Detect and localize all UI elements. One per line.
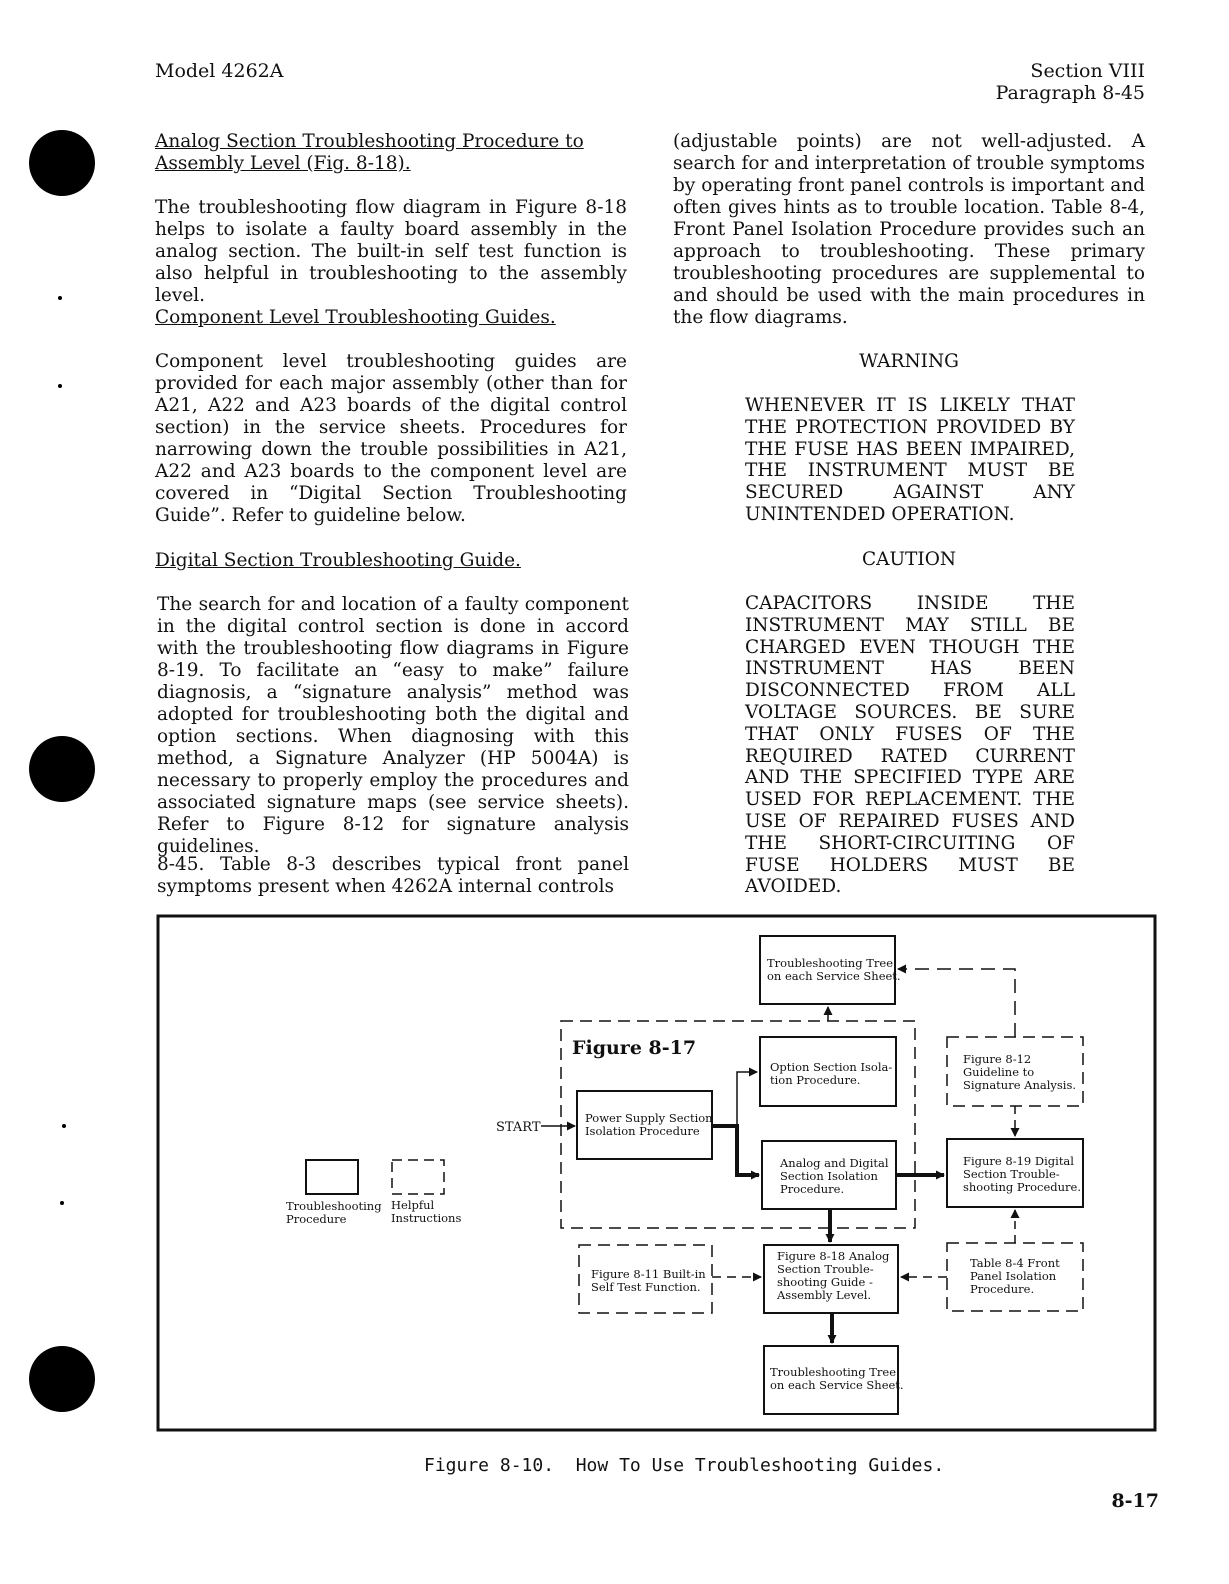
legend-solid-label: Troubleshooting Procedure bbox=[286, 1199, 382, 1226]
svg-text:Table 8-4 FrontPanel Isolation: Table 8-4 Front Panel Isolation Procedure. bbox=[970, 1256, 1060, 1296]
legend-solid-box bbox=[306, 1160, 358, 1194]
analog-heading-line2: Assembly Level (Fig. 8-18). bbox=[155, 153, 411, 174]
svg-text:Power Supply SectionIsolation: Power Supply Section Isolation Procedure bbox=[585, 1111, 713, 1138]
svg-text:Analog and DigitalSection Isol: Analog and Digital Section Isolation Procedure. bbox=[780, 1156, 889, 1196]
digital-heading: Digital Section Troubleshooting Guide. bbox=[155, 550, 521, 571]
section-label: Section VIII bbox=[1030, 60, 1145, 82]
warning-title: WARNING bbox=[859, 351, 959, 372]
svg-text:Figure 8-11 Built-inSelf Test: Figure 8-11 Built-in Self Test Function. bbox=[591, 1267, 706, 1294]
caution-title: CAUTION bbox=[861, 549, 957, 570]
model-label: Model 4262A bbox=[155, 60, 284, 82]
start-label: START bbox=[496, 1120, 541, 1135]
svg-text:Troubleshooting Treeon each Se: Troubleshooting Tree on each Service Sheet. bbox=[770, 1365, 904, 1392]
svg-text:Figure 8-12Guideline toSignatu: Figure 8-12 Guideline to Signature Analysis. bbox=[963, 1052, 1077, 1092]
figure-8-17-label: Figure 8-17 bbox=[572, 1037, 697, 1059]
svg-text:Troubleshooting Treeon each Se: Troubleshooting Tree on each Service Sheet. bbox=[767, 956, 901, 983]
paragraph-label: Paragraph 8-45 bbox=[995, 82, 1145, 104]
component-body: Component level troubleshooting guides are provided for each major assembly (other than for A21, A22 and A23 boards of the digital control section) in the service sheets. Procedures for narrowing down the trouble possibilities in A21, A22 and A23 boards to the component level are covered in “Digital Section Troubleshooting Guide”. Refer to guideline below. bbox=[155, 351, 627, 526]
figure-caption: Figure 8-10. How To Use Troubleshooting Guides. bbox=[424, 1455, 945, 1476]
component-heading: Component Level Troubleshooting Guides. bbox=[155, 307, 556, 328]
svg-text:Figure 8-19 DigitalSection Tro: Figure 8-19 Digital Section Trouble-shooting Procedure. bbox=[963, 1154, 1082, 1194]
warning-text: WHENEVER IT IS LIKELY THAT THE PROTECTION PROVIDED BY THE FUSE HAS BEEN IMPAIRED, THE INSTRUMENT MUST BE SECURED AGAINST ANY UNINTENDED OPERATION. bbox=[745, 395, 1075, 525]
analog-heading-line1: Analog Section Troubleshooting Procedure to bbox=[155, 131, 584, 152]
right-continuation: (adjustable points) are not well-adjusted. A search for and interpretation of trouble symptoms by operating front panel controls is important and often gives hints as to trouble location. Table 8-4, Front Panel Isolation Procedure provides such an approach to troubleshooting. These primary troubleshooting procedures are supplemental to and should be used with the main procedures in the flow diagrams. bbox=[673, 131, 1146, 328]
legend-dashed-box bbox=[392, 1160, 444, 1194]
svg-text:Figure 8-18 AnalogSection Trou: Figure 8-18 Analog Section Trouble-shooting Guide -Assembly Level. bbox=[777, 1249, 890, 1302]
paragraph-8-45: 8-45. Table 8-3 describes typical front panel symptoms present when 4262A internal controls bbox=[157, 854, 629, 897]
legend-dashed-label: Helpful Instructions bbox=[391, 1198, 462, 1225]
digital-body: The search for and location of a faulty component in the digital control section is done in accord with the troubleshooting flow diagrams in Figure 8-19. To facilitate an “easy to make” failure diagnosis, a “signature analysis” method was adopted for troubleshooting both the digital and option sections. When diagnosing with this method, a Signature Analyzer (HP 5004A) is necessary to properly employ the procedures and associated signature maps (see service sheets). Refer to Figure 8-12 for signature analysis guidelines. bbox=[157, 594, 629, 857]
analog-body: The troubleshooting flow diagram in Figure 8-18 helps to isolate a faulty board assembly in the analog section. The built-in self test function is also helpful in troubleshooting to the assembly level. bbox=[155, 197, 627, 306]
page-number: 8-17 bbox=[1111, 1490, 1159, 1512]
svg-text:Option Section Isola-tion Proc: Option Section Isola-tion Procedure. bbox=[770, 1060, 893, 1087]
caution-text: CAPACITORS INSIDE THE INSTRUMENT MAY STILL BE CHARGED EVEN THOUGH THE INSTRUMENT HAS BEEN DISCONNECTED FROM ALL VOLTAGE SOURCES. BE SURE THAT ONLY FUSES OF THE REQUIRED RATED CURRENT AND THE SPECIFIED TYPE ARE USED FOR REPLACEMENT. THE USE OF REPAIRED FUSES AND THE SHORT-CIRCUITING OF FUSE HOLDERS MUST BE AVOIDED. bbox=[745, 593, 1075, 898]
